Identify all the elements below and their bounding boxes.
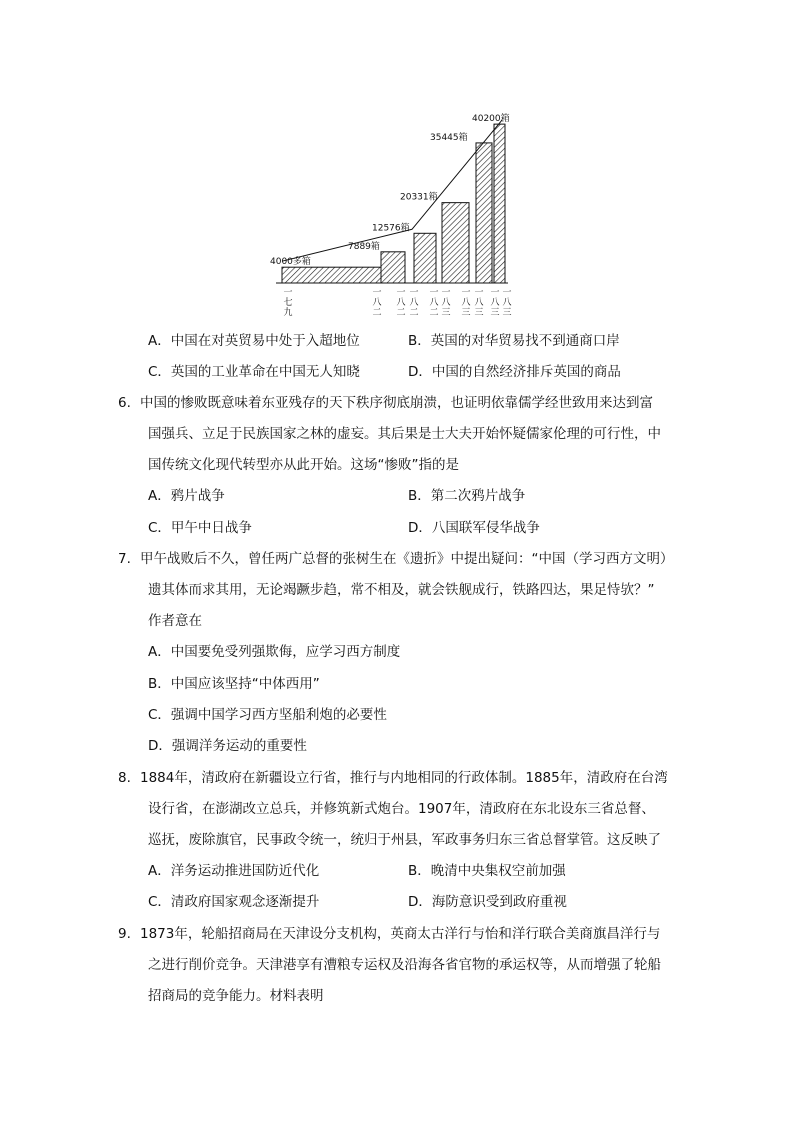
q6-option-b[interactable]: B．第二次鸦片战争 bbox=[408, 488, 526, 504]
q7-stem-line-3: 作者意在 bbox=[148, 613, 202, 629]
q5-option-d[interactable]: D．中国的自然经济排斥英国的商品 bbox=[408, 364, 621, 380]
chart-bar-4 bbox=[442, 203, 469, 283]
q7-number: 7. bbox=[118, 551, 131, 567]
q8-option-c[interactable]: C．清政府国家观念逐渐提升 bbox=[148, 894, 320, 910]
q6-stem-line-1: 中国的惨败既意味着东亚残存的天下秩序彻底崩溃，也证明依靠儒学经世致用来达到富 bbox=[140, 395, 653, 411]
chart-value-label-3: 12576箱 bbox=[372, 223, 410, 234]
chart-tick-label-8: 一八三 bbox=[474, 288, 484, 317]
q7-option-b[interactable]: B．中国应该坚持“中体西用” bbox=[148, 676, 320, 692]
q6-stem-line-3: 国传统文化现代转型亦从此开始。这场“惨败”指的是 bbox=[148, 457, 459, 473]
q8-option-b[interactable]: B．晚清中央集权空前加强 bbox=[408, 863, 566, 879]
chart-value-label-1: 4000多箱 bbox=[270, 257, 311, 268]
chart-tick-label-4: 一八二 bbox=[409, 288, 419, 317]
q8-stem-line-2: 设行省，在澎湖改立总兵，并修筑新式炮台。1907年，清政府在东北设东三省总督、 bbox=[148, 801, 655, 817]
q9-number: 9. bbox=[118, 926, 131, 942]
q8-stem-line-1: 1884年，清政府在新疆设立行省，推行与内地相同的行政体制。1885年，清政府在台湾 bbox=[140, 770, 668, 786]
chart-value-label-4: 20331箱 bbox=[400, 192, 438, 203]
q5-option-b[interactable]: B．英国的对华贸易找不到通商口岸 bbox=[408, 333, 620, 349]
q7-option-d[interactable]: D．强调洋务运动的重要性 bbox=[148, 738, 307, 754]
q9-stem-line-3: 招商局的竞争能力。材料表明 bbox=[148, 988, 324, 1004]
q7-stem-line-2: 遗其体而求其用，无论竭蹶步趋，常不相及，就会铁舰成行，铁路四达，果足恃欤？” bbox=[148, 582, 655, 598]
chart-tick-label-6: 一八三 bbox=[441, 288, 451, 317]
q9-stem-line-1: 1873年，轮船招商局在天津设分支机构，英商太古洋行与怡和洋行联合美商旗昌洋行与 bbox=[140, 926, 661, 942]
q6-option-c[interactable]: C．甲午中日战争 bbox=[148, 520, 252, 536]
q7-stem-line-1: 甲午战败后不久，曾任两广总督的张树生在《遗折》中提出疑问：“中国（学习西方文明） bbox=[140, 551, 674, 567]
chart-value-label-2: 7889箱 bbox=[348, 241, 380, 252]
q8-option-d[interactable]: D．海防意识受到政府重视 bbox=[408, 894, 567, 910]
q8-option-a[interactable]: A．洋务运动推进国防近代化 bbox=[148, 863, 320, 879]
chart-tick-label-9: 一八三 bbox=[490, 288, 500, 317]
chart-value-label-6: 40200箱 bbox=[472, 114, 510, 125]
q5-option-a[interactable]: A．中国在对英贸易中处于入超地位 bbox=[148, 333, 360, 349]
chart-tick-label-3: 一八二 bbox=[396, 288, 406, 317]
q5-option-c[interactable]: C．英国的工业革命在中国无人知晓 bbox=[148, 364, 360, 380]
q7-option-c[interactable]: C．强调中国学习西方坚船利炮的必要性 bbox=[148, 707, 387, 723]
chart-tick-label-10: 一八三 bbox=[502, 288, 512, 317]
chart-bar-5 bbox=[476, 143, 492, 283]
q7-option-a[interactable]: A．中国要免受列强欺侮，应学习西方制度 bbox=[148, 644, 401, 660]
chart-tick-label-1: 一七九 bbox=[283, 288, 293, 317]
chart-tick-label-2: 一八二 bbox=[372, 288, 382, 317]
q8-stem-line-3: 巡抚，废除旗官，民事政令统一，统归于州县，军政事务归东三省总督掌管。这反映了 bbox=[148, 832, 661, 848]
chart-bar-1 bbox=[282, 267, 381, 283]
chart-value-label-5: 35445箱 bbox=[430, 132, 468, 143]
chart-bar-3 bbox=[414, 233, 436, 283]
chart-bar-2 bbox=[381, 252, 405, 283]
chart-tick-label-7: 一八三 bbox=[461, 288, 471, 317]
q6-number: 6. bbox=[118, 395, 131, 411]
q9-stem-line-2: 之进行削价竞争。天津港享有漕粮专运权及沿海各省官物的承运权等，从而增强了轮船 bbox=[148, 957, 661, 973]
opium-import-chart bbox=[262, 102, 522, 317]
q6-option-d[interactable]: D．八国联军侵华战争 bbox=[408, 520, 540, 536]
q8-number: 8. bbox=[118, 770, 131, 786]
chart-bar-6 bbox=[494, 124, 505, 283]
q6-stem-line-2: 国强兵、立足于民族国家之林的虚妄。其后果是士大夫开始怀疑儒家伦理的可行性，中 bbox=[148, 426, 661, 442]
chart-tick-label-5: 一八二 bbox=[429, 288, 439, 317]
q6-option-a[interactable]: A．鸦片战争 bbox=[148, 488, 225, 504]
